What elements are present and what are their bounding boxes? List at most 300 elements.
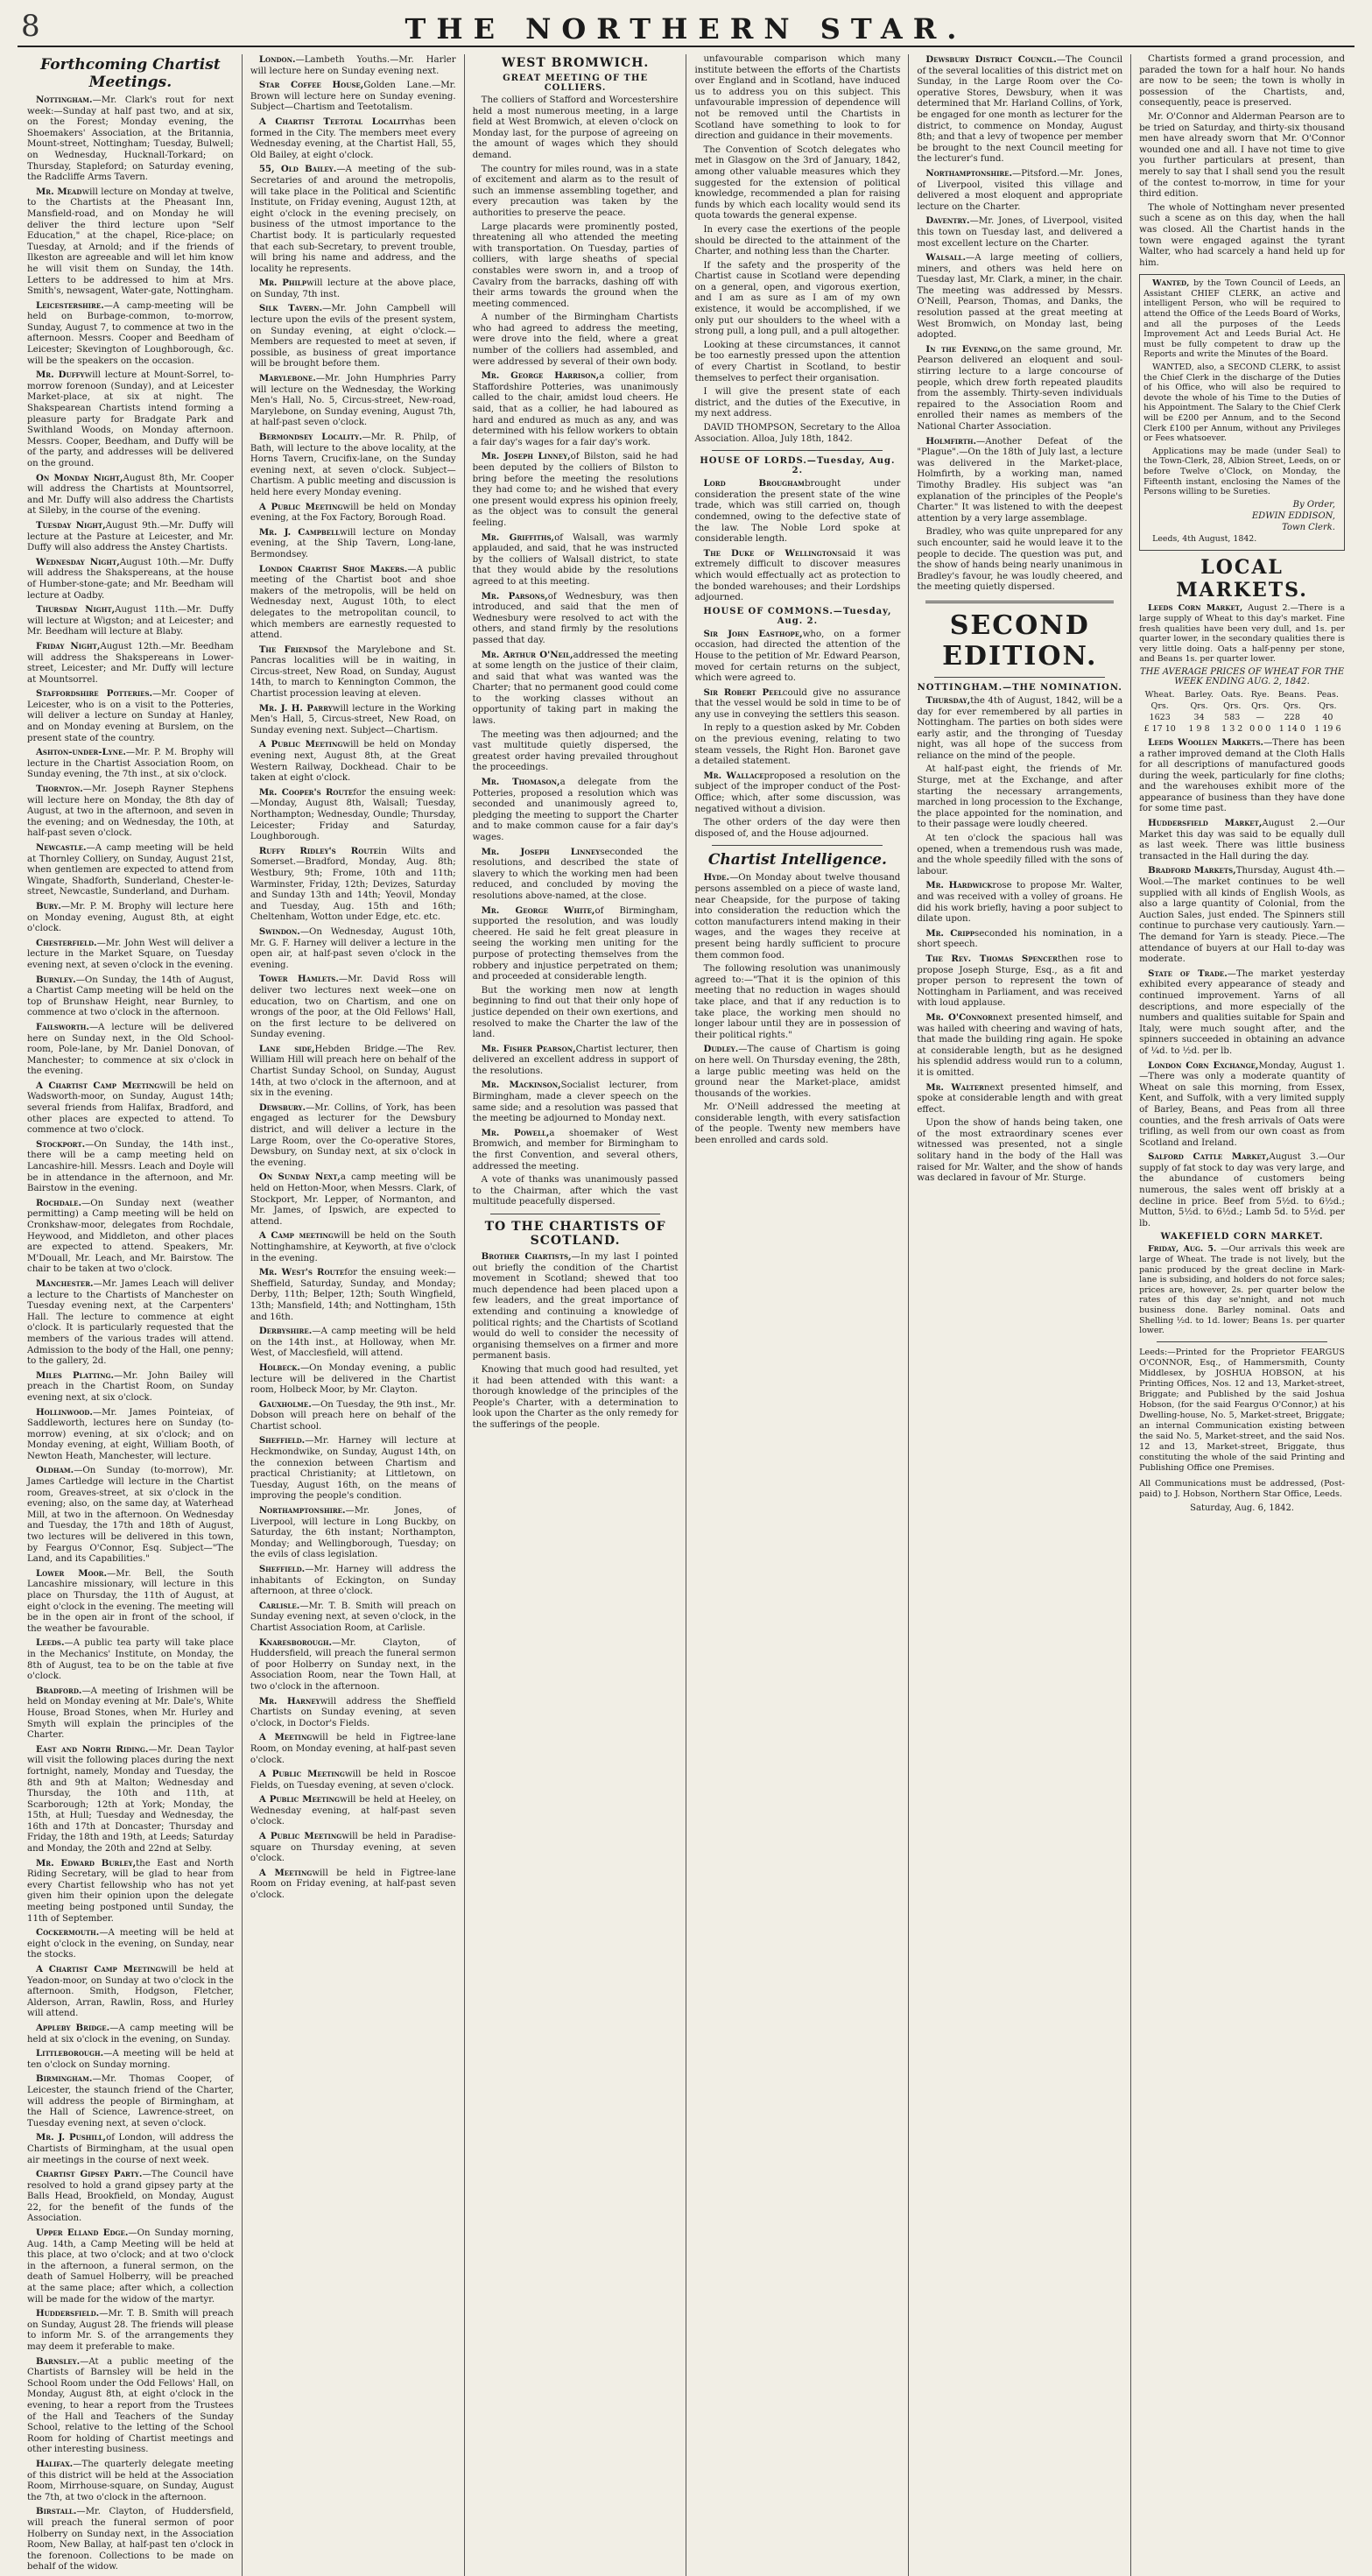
article-paragraph	[917, 954, 1122, 1010]
paragraph-lead: Failsworth.	[36, 1021, 89, 1032]
wakefield-lead: Friday, Aug. 5.	[1148, 1244, 1217, 1255]
paragraph-text: Mr. O'Neill addressed the meeting at considerable length, with every satisfaction of the people. Twenty new members have been enrolled and cards sold.	[694, 1102, 901, 1146]
paragraph-lead: Mr. Hardwick	[925, 880, 993, 891]
paragraph-text: —Mr. Thomas Cooper, of Leicester, the staunch friend of the Charter, will address the people of Birmingham, at the Hall of Science, Lawrence-street, on Tuesday evening next, at seven o'clock.	[27, 2074, 234, 2129]
paragraph-list	[473, 1251, 679, 1432]
article-paragraph	[694, 771, 900, 815]
paragraph-lead: Holmfirth.	[925, 435, 977, 447]
paragraph-list	[1139, 737, 1345, 1230]
paragraph-text: next presented himself, and was hailed with cheering and waving of hats, that made the building ring again. He spoke at considerable length, but as he designed his splendid address would run to a column, it is omitted.	[917, 1012, 1123, 1078]
paragraph-text: —Mr. P. M. Brophy will lecture here on Monday evening, August 8th, at eight o'clock.	[27, 901, 234, 934]
article-paragraph	[250, 1435, 456, 1503]
divider	[934, 677, 1105, 678]
article-paragraph	[917, 1082, 1122, 1116]
page-number: 8	[21, 9, 40, 44]
table-cell: 1 14 0	[1278, 723, 1305, 734]
article-paragraph	[27, 2132, 234, 2166]
paragraph-text: of London, will address the Chartists of Birmingham, at the usual open air meetings in the course of next week.	[27, 2133, 234, 2165]
article-paragraph	[694, 387, 900, 420]
article-paragraph	[473, 95, 679, 162]
paragraph-lead: A Public Meeting	[258, 501, 343, 512]
paragraph-text: then rose to propose Joseph Sturge, Esq., as a fit and proper person to represent the town of Nottingham in Parliament, and was received with loud applause.	[917, 954, 1123, 1009]
article-paragraph	[27, 95, 234, 184]
paragraph-text: —A camp meeting will be held at Thornley Colliery, on Sunday, August 21st, when gentlemen are expected to attend from Wingate, Shadforth, Sunderland, Chester-le-street, Newcastle, Sunderland, and Durham.	[27, 843, 234, 897]
paragraph-text: —Mr. R. Philp, of Bath, will lecture to the above locality, at the Horns Tavern, Crucifix-lane, on the Sunday evening next, at seven o'clock. Subject—Chartism. A public meeting and discussion is held here every Monday evening.	[250, 433, 456, 497]
paragraph-text: —Lambeth Youths.—Mr. Harler will lecture here on Sunday evening next.	[250, 55, 456, 76]
article-paragraph	[473, 730, 679, 774]
paragraph-lead: A Public Meeting	[258, 1831, 342, 1842]
article-paragraph	[250, 1102, 456, 1170]
article-paragraph	[917, 928, 1122, 951]
paragraph-lead: Mr. Harney	[258, 1695, 320, 1707]
article-paragraph	[27, 1686, 234, 1742]
paragraph-lead: Mr. Philp	[258, 278, 306, 289]
paragraph-text: —Mr. Harney will address the inhabitants of Eckington, on Sunday afternoon, at three o'clock.	[250, 1565, 456, 1597]
article-paragraph	[473, 313, 679, 368]
paragraph-lead: A Public Meeting	[258, 1769, 345, 1780]
article-paragraph	[694, 723, 900, 767]
article-paragraph	[250, 564, 456, 642]
section-heading-wakefield: WAKEFIELD CORN MARKET.	[1160, 1232, 1324, 1242]
paragraph-lead: State of Trade.	[1148, 968, 1228, 979]
paragraph-text: —Mr. John Campbell will lecture upon the evils of the present system, on Sunday evening, at eight o'clock.—Members are requested to meet at seven, if possible, as business of great importance will be brought before them.	[250, 304, 456, 370]
paragraph-list	[473, 95, 679, 1208]
article-paragraph	[694, 818, 900, 840]
paragraph-lead: A Meeting	[258, 1732, 313, 1743]
paragraph-text: —Mr. John Humphries Parry will lecture on the Wednesday, the Working Men's Hall, No. 5, Circus-street, New-road, Marylebone, on Sunday evening, August 7th, at half-past seven o'clock.	[250, 374, 456, 428]
paragraph-text: The country for miles round, was in a state of excitement and alarm as to the result of such an immense assembling together, and every precaution was taken by the authorities to preserve the peace.	[472, 164, 679, 218]
paragraph-text: will lecture on Monday evening, at the Ship Tavern, Long-lane, Bermondsey.	[250, 527, 456, 560]
paragraph-lead: Holbeck.	[258, 1362, 300, 1373]
table-cell: Wheat.	[1144, 689, 1175, 700]
article-paragraph	[27, 2073, 234, 2129]
paragraph-text: Upon the show of hands being taken, one of the most extraordinary scenes ever witnessed was presented, not a single solitary hand in the body of the Hall was raised for Mr. Walter, and the show of hands was declared in favour of Mr. Sturge.	[917, 1118, 1123, 1184]
article-paragraph	[250, 1326, 456, 1360]
table-cell: Qrs.	[1150, 700, 1169, 711]
markets-intro-lead: Leeds Corn Market,	[1148, 603, 1243, 614]
paragraph-text: of Walsall, was warmly applauded, and said, that he was instructed by the colliers of Walsall district, to state that they would abide by the resolutions agreed to at this meeting.	[472, 532, 679, 587]
table-cell: £ 17 10	[1143, 723, 1176, 734]
paragraph-text: will be held on Monday evening, at the Fox Factory, Borough Road.	[250, 502, 456, 524]
paragraph-lead: Rochdale.	[36, 1197, 82, 1208]
paragraph-text: —The cause of Chartism is going on here well. On Thursday evening, the 28th, a large public meeting was held on the ground near the Market-place, amidst thousands of the workies.	[694, 1045, 901, 1099]
paragraph-text: The meeting was then adjourned; and the vast multitude quietly dispersed, the greatest order having prevailed throughout the proceedings.	[472, 729, 679, 773]
article-paragraph	[1139, 1151, 1345, 1229]
article-paragraph	[27, 641, 234, 686]
paragraph-text: seconded his nomination, in a short speech.	[917, 928, 1123, 950]
article-paragraph	[473, 591, 679, 647]
article-paragraph	[250, 278, 456, 300]
article-paragraph	[917, 215, 1122, 250]
article-paragraph	[27, 2356, 234, 2456]
article-paragraph	[27, 1568, 234, 1636]
paragraph-lead: Stockport.	[36, 1138, 86, 1150]
paragraph-lead: Bermondsey Locality.	[258, 432, 362, 442]
paragraph-text: —Mr. Clayton, of Huddersfield, will preach the funeral sermon of poor Holberry on Sunday next, in the Association Room, near the Town Hall, at two o'clock in the afternoon.	[250, 1637, 456, 1692]
paragraph-text: Thursday, August 4th.—Wool.—The market continues to be well supplied with all kinds of English Wools, as also a large quantity of Colonial, from the Auction Sales, just ended. The Spinners still continue to purchase very cautiously. Yarn.—The demand for Yarn is steady. Piece.—The attendance of buyers at our Hall to-day was moderate.	[1139, 866, 1345, 965]
article-paragraph	[250, 1230, 456, 1264]
grain-caption: THE AVERAGE PRICES OF WHEAT FOR THE WEEK ENDING AUG. 2, 1842.	[1139, 666, 1345, 686]
paragraph-text: a collier, from Staffordshire Potteries, was unanimously called to the chair, amidst loud cheers. He said, that as a collier, he had laboured as hard and endured as much as any, and was determined with his fellow workers to obtain a fair day's wages for a fair day's work.	[472, 371, 679, 447]
article-paragraph	[473, 370, 679, 448]
article-paragraph	[473, 1251, 679, 1362]
article-paragraph	[473, 1175, 679, 1208]
paragraph-text: brought under consideration the present state of the wine trade, which was still carried on, though condemned, owing to the defective state of the law. The Noble Lord spoke at considerable length.	[694, 479, 901, 545]
paragraph-text: Monday, August 1.—There was only a moderate quantity of Wheat on sale this morning, from Essex, Kent, and Suffolk, with a very limited supply of Barley, Beans, and Peas from all three counties, and the fresh arrivals of Oats were trifling, as well from our own coast as from Scotland and Ireland.	[1139, 1060, 1345, 1148]
paragraph-lead: Mr. Arthur O'Neil,	[481, 649, 573, 660]
paragraph-text: —A public tea party will take place in the Mechanics' Institute, on Monday, the 8th of August, tea to be on the table at five o'clock.	[27, 1638, 234, 1682]
article-paragraph	[1139, 112, 1345, 201]
paragraph-text: —A meeting of Irishmen will be held on Monday evening at Mr. Dale's, White House, Broad Stones, when Mr. Hurley and Smyth will explain the principles of the Charter.	[27, 1686, 234, 1741]
paragraph-lead: Friday Night,	[36, 640, 101, 651]
paragraph-text: will address the Sheffield Chartists on Sunday evening, at seven o'clock, in Doctor's Fields.	[250, 1696, 456, 1728]
article-paragraph	[917, 252, 1122, 341]
article-paragraph	[250, 1267, 456, 1323]
article-paragraph	[694, 54, 900, 143]
paragraph-lead: Lower Moor.	[36, 1567, 108, 1579]
paragraph-lead: Mr. Mead	[36, 186, 82, 197]
paragraph-text: August 10th.—Mr. Duffy will address the Shakspereans, at the house of Humber-stone-gate; and Mr. Beedham will lecture at Oadby.	[27, 557, 234, 601]
article-paragraph	[473, 532, 679, 588]
paragraph-text: —Mr. John Bailey will preach in the Chartist Room, on Sunday evening next, at six o'clock.	[27, 1370, 234, 1403]
article-paragraph	[250, 846, 456, 924]
table-cell: —	[1256, 712, 1264, 722]
paragraph-text: The colliers of Stafford and Worcestershire held a most numerous meeting, in a large field at West Bromwich, at eleven o'clock on Monday last, for the purpose of agreeing on the amount of wages which they should demand.	[472, 95, 679, 160]
article-paragraph	[250, 1732, 456, 1766]
paragraph-text: August 11th.—Mr. Duffy will lecture at Wigston; and at Leicester; and Mr. Beedham will lecture at Blaby.	[27, 605, 234, 637]
paragraph-list	[27, 95, 234, 2573]
paragraph-text: Looking at these circumstances, it cannot be too earnestly pressed upon the attention of every Chartist in Scotland, to bestir themselves to perfect their organisation.	[694, 340, 901, 384]
paragraph-text: A vote of thanks was unanimously passed to the Chairman, after which the vast multitude peacefully dispersed.	[472, 1175, 679, 1207]
article-paragraph	[250, 373, 456, 429]
article-paragraph	[27, 2048, 234, 2071]
article-paragraph	[250, 1601, 456, 1635]
paragraph-text: —Mr. Dean Taylor will visit the following places during the next fortnight, namely, Monday and Tuesday, the 8th and 9th at Malton; Wednesday and Thursday, the 10th and 11th, at Scarborough; 12th at York; Monday, the 15th, at Hull; Tuesday and Wednesday, the 16th and 17th at Doncaster; Thursday and Friday, the 18th and 19th, at Leeds; Saturday and Monday, the 20th and 22nd at Selby.	[27, 1744, 234, 1855]
table-cell: Qrs.	[1190, 700, 1208, 711]
article-paragraph	[27, 300, 234, 368]
paragraph-lead: Mr. J. Campbell	[258, 526, 340, 538]
paragraph-text: —On Sunday (to-morrow), Mr. James Cartledge will lecture in the Chartist room, Greaves-street, at six o'clock in the evening; also, on the same day, at Waterhead Mill, at two in the afternoon. On Wednesday and Tuesday, the 17th and 18th of August, two lectures will be delivered in this town, by Feargus O'Connor, Esq. Subject—"The Land, and its Capabilities."	[27, 1466, 234, 1565]
table-cell: Qrs.	[1319, 700, 1337, 711]
paragraph-text: But the working men now at length beginning to find out that their only hope of justice depended on their own exertions, and resolved to make the Charter the law of the land.	[472, 985, 679, 1040]
article-paragraph	[694, 964, 900, 1041]
paragraph-text: A number of the Birmingham Chartists who had agreed to address the meeting, were drove into the field, where a great number of the colliers had assembled, and were addressed by several of their own body.	[472, 313, 679, 367]
article-paragraph	[250, 502, 456, 524]
article-paragraph	[250, 1505, 456, 1561]
paragraph-text: rose to propose Mr. Walter, and was received with a volley of groans. He did his work briefly, having a poor subject to dilate upon.	[917, 881, 1123, 925]
article-paragraph	[917, 834, 1122, 877]
column-5	[908, 54, 1130, 2576]
paragraph-lead: Swindon.	[258, 926, 300, 937]
paragraph-list	[694, 478, 900, 604]
article-paragraph	[27, 938, 234, 972]
article-paragraph	[473, 1128, 679, 1172]
article-paragraph	[250, 80, 456, 114]
paragraph-text: The following resolution was unanimously agreed to:—"That it is the opinion of this meeting that no reduction in wages should take place, and that if any reduction is to take place, the working men should no longer labour until they are in possession of their political rights."	[694, 964, 901, 1040]
paragraph-text: —A camp meeting will be held on the 14th inst., at Holloway, when Mr. West, of Macclesfield, will attend.	[250, 1327, 456, 1359]
paragraph-text: —Mr. Cooper of Leicester, who is on a visit to the Potteries, will deliver a lecture on Sunday at Hanley, and on Monday evening at Burslem, on the present state of the country.	[27, 689, 234, 743]
paragraph-lead: Ashton-under-Lyne.	[36, 747, 126, 758]
paragraph-lead: Northamptonshire.	[925, 167, 1013, 179]
paragraph-text: —Mr. T. B. Smith will preach on Sunday evening next, at seven o'clock, in the Chartist Association Room, at Carlisle.	[250, 1601, 456, 1633]
paragraph-text: will lecture at Mount-Sorrel, to-morrow forenoon (Sunday), and at Leicester Market-place, at six at night. The Shakspearean Chartists intend forming a pleasure party for Bradgate Park and Swithland Woods, on Monday afternoon. Messrs. Cooper, Beedham, and Duffy will be of the party, and addresses will be delivered on the ground.	[27, 370, 234, 468]
article-paragraph	[27, 1278, 234, 1368]
paragraph-text: will lecture in the Working Men's Hall, 5, Circus-street, New Road, on Sunday evening next. Subject—Chartism.	[250, 703, 456, 735]
paragraph-text: of the Marylebone and St. Pancras localities will be in waiting, in Circus-street, New Road, on Sunday, August 14th, to march to Kennington Common, the Chartist procession leaving at eleven.	[250, 644, 456, 700]
masthead	[18, 7, 1354, 47]
paragraph-lead: Leicestershire.	[36, 299, 104, 311]
paragraph-lead: Barnsley.	[36, 2355, 81, 2367]
article-paragraph	[473, 986, 679, 1041]
article-paragraph	[473, 1365, 679, 1432]
paragraph-list	[250, 54, 456, 1902]
table-cell: Rye.	[1250, 689, 1270, 700]
paragraph-text: will be held in Figtree-lane Room, on Monday evening, at half-past seven o'clock.	[250, 1733, 456, 1765]
paragraph-list	[917, 54, 1122, 594]
paragraph-text: Socialist lecturer, from Birmingham, made a clever speech on the same side; and a resolution was passed that the meeting be adjourned to Monday next.	[472, 1080, 679, 1124]
article-paragraph	[27, 557, 234, 602]
article-paragraph	[917, 527, 1122, 594]
section-heading-west-bromwich: WEST BROMWICH.	[501, 56, 650, 70]
article-paragraph	[27, 1198, 234, 1276]
article-paragraph	[250, 1637, 456, 1693]
column-2	[242, 54, 464, 2576]
article-paragraph	[27, 1744, 234, 1855]
article-paragraph	[27, 1465, 234, 1565]
paragraph-lead: 55, Old Bailey.	[258, 164, 337, 175]
paragraph-text: Large placards were prominently posted, threatening all who attended the meeting with transportation. On Tuesday, parties of colliers, with large sheaths of special constables were sworn in, and a troop of Cavalry from the barracks, dashing off with their arms towards the ground when the meeting commenced.	[472, 222, 679, 309]
paragraph-lead: Mr. J. Pushill,	[36, 2132, 107, 2143]
paragraph-text: —Another Defeat of the "Plague".—On the 18th of July last, a lecture was delivered in the Market-place, Holmfirth, by a working man, named Timothy Bradley. His subject was "an explanation of the principles of the People's Charter." It was listened to with the deepest attention by a very large assemblage.	[917, 436, 1123, 524]
paragraph-lead: In the Evening,	[925, 343, 1001, 355]
article-paragraph	[250, 1564, 456, 1598]
paragraph-text: for the ensuing week:—Sheffield, Saturday, Sunday, and Monday; Derby, 11th; Belper, 12th; South Wingfield, 13th; Mansfield, 14th; and Nottingham, 15th and 16th.	[250, 1268, 456, 1322]
paragraph-text: —On Sunday next (weather permitting) a Camp meeting will be held on Cronkshaw-moor, delegates from Rochdale, Heywood, and Middleton, and other places are expected to attend. Speakers, Mr. M'Douall, Mr. Leach, and Mr. Bairstow. The chair to be taken at two o'clock.	[27, 1198, 234, 1275]
paragraph-lead: Newcastle.	[36, 842, 87, 853]
table-cell: Beans.	[1277, 689, 1306, 700]
article-paragraph	[1139, 1060, 1345, 1150]
paragraph-lead: Northamptonshire.	[258, 1505, 346, 1517]
paragraph-lead: A Camp meeting	[258, 1230, 334, 1242]
paragraph-text: will be held in Figtree-lane Room on Friday evening, at half-past seven o'clock.	[250, 1868, 456, 1901]
paragraph-text: will be held on Monday evening next, August 8th, at the Great Western Railway, Dockhead. Chair to be taken at eight o'clock.	[250, 740, 456, 784]
article-paragraph	[250, 739, 456, 784]
paragraph-text: a shoemaker of West Bromwich, and member for Birmingham to the first Convention, and several others, addressed the meeting.	[472, 1128, 679, 1172]
paragraph-text: I will give the present state of each district, and the duties of the Executive, in my next address.	[694, 387, 901, 419]
paragraph-text: In every case the exertions of the people should be directed to the attainment of the Charter, and nothing less than the Charter.	[694, 224, 901, 257]
paragraph-lead: The Friends	[258, 644, 319, 655]
table-cell: Barley.	[1185, 689, 1214, 700]
paragraph-text: —On Monday evening, a public lecture will be delivered in the Chartist room, Holbeck Moor, by Mr. Clayton.	[250, 1362, 456, 1396]
paragraph-lead: Sir John Easthope,	[703, 628, 803, 639]
paragraph-lead: Mr. Duffy	[36, 370, 85, 381]
article-paragraph	[250, 54, 456, 77]
paragraph-lead: Leeds Woollen Markets.	[1148, 736, 1264, 748]
paragraph-text: —Mr. James Pointeiax, of Saddleworth, lectures here on Sunday (to-morrow) evening, at six o'clock; and on Monday evening, at eight, William Booth, of Newton Heath, Manchester, will lecture.	[27, 1407, 234, 1461]
article-paragraph	[27, 370, 234, 469]
article-paragraph	[250, 926, 456, 971]
paragraph-lead: Oldham.	[36, 1465, 74, 1476]
markets-intro	[1139, 603, 1345, 665]
paragraph-text: of Wednesbury, was then introduced, and said that the men of Wednesbury were resolved to act with the others, and stand firmly by the resolutions passed that day.	[472, 591, 679, 645]
paragraph-lead: Marylebone.	[258, 373, 316, 384]
paragraph-lead: Tuesday Night,	[36, 519, 106, 531]
article-paragraph	[27, 747, 234, 781]
paragraph-lead: Manchester.	[36, 1277, 94, 1289]
article-paragraph	[694, 478, 900, 545]
article-paragraph	[917, 695, 1122, 763]
paragraph-lead: Mr. George White,	[481, 904, 595, 916]
divider	[925, 601, 1114, 603]
paragraph-lead: Bury.	[36, 900, 61, 911]
paragraph-lead: Sir Robert Peel	[703, 686, 783, 698]
table-cell: 583	[1224, 712, 1241, 722]
divider	[712, 845, 883, 846]
article-paragraph	[473, 905, 679, 983]
article-paragraph	[27, 1080, 234, 1137]
paragraph-text: will be held on the South Nottinghamshire, at Keyworth, at five o'clock in the evening.	[250, 1231, 456, 1263]
paragraph-lead: Huddersfield.	[36, 2308, 100, 2319]
paragraph-lead: Staffordshire Potteries.	[36, 688, 153, 700]
article-paragraph	[694, 629, 900, 685]
divider	[712, 450, 883, 451]
paragraph-text: will lecture at the above place, on Sunday, 7th inst.	[250, 278, 456, 299]
paragraph-lead: A Meeting	[258, 1867, 313, 1878]
table-cell: 1 19 6	[1314, 723, 1341, 734]
table-cell: Oats.	[1221, 689, 1243, 700]
article-paragraph	[694, 1102, 900, 1146]
paragraph-lead: Mr. Mackinson,	[481, 1080, 561, 1091]
paragraph-text: —On Sunday morning, Aug. 14th, a Camp Meeting will be held at this place, at two o'clock; and at two o'clock in the afternoon, a funeral sermon, on the death of Samuel Holberry, will be preached at the same place; after which, a collection will be made for the widow of the martyr.	[27, 2228, 234, 2305]
paragraph-text: —Mr. Jones, of Liverpool, will lecture in Long Buckby, on Saturday, the 6th instant; Northampton, Monday; and Wellingborough, Tuesday; on the evils of class legislation.	[250, 1506, 456, 1560]
paragraph-text: —Mr. Harney will lecture at Heckmondwike, on Sunday, August 14th, on the connexion between Chartism and practical Christianity; at Littletown, on Tuesday, August 16th, on the means of improving the people's condition.	[250, 1436, 456, 1502]
article-paragraph	[694, 341, 900, 384]
paragraph-text: —On Sunday, the 14th of August, a Chartist Camp meeting will be held on the top of Brunshaw Height, near Burnley, to commence at two o'clock in the afternoon.	[27, 975, 234, 1018]
paragraph-text: —Mr. Clayton, of Huddersfield, will preach the funeral sermon of poor Holberry on Sunday next, in the Association Room, New Ballay, at half-past ten o'clock in the forenoon. Collections to be made on behalf of the widow.	[27, 2507, 234, 2572]
paragraph-text: on the same ground, Mr. Pearson delivered an eloquent and soul-stirring lecture to a large concourse of people, which drew forth repeated plaudits from the assembly. Thirty-seven individuals repaired to the Association Room and enrolled their names as members of the National Charter Association.	[917, 344, 1123, 432]
advert-role: Town Clerk.	[1282, 522, 1335, 532]
paragraph-text: —The market yesterday exhibited every appearance of steady and continued improvement. Yarns of all descriptions, and more especially of the numbers and qualities suitable for Spain and Italy, were much sought after, and the spinners succeeded in obtaining an advance of ¼d. to ½d. per lb.	[1139, 968, 1345, 1056]
article-paragraph	[27, 2308, 234, 2353]
paragraph-text: Golden Lane.—Mr. Brown will lecture here on Sunday evening. Subject—Chartism and Teetotalism.	[250, 81, 456, 113]
article-paragraph	[250, 1794, 456, 1828]
paragraph-lead: East and North Riding.	[36, 1743, 149, 1755]
article-paragraph	[250, 527, 456, 561]
newspaper-title: THE NORTHERN STAR.	[405, 12, 967, 46]
paragraph-lead: Halifax.	[36, 2458, 74, 2469]
paragraph-text: DAVID THOMPSON, Secretary to the Alloa Association. Alloa, July 18th, 1842.	[694, 423, 901, 444]
paragraph-text: —In my last I pointed out briefly the condition of the Chartist movement in Scotland; shewed that too much dependence had been placed upon a few leaders, and the great importance of extending and continuing a knowledge of political rights; and the Chartists of Scotland would do well to consider the necessity of organising themselves on a firmer and more permanent basis.	[472, 1252, 679, 1362]
section-heading-nottingham: NOTTINGHAM.—THE NOMINATION.	[917, 682, 1122, 693]
paragraph-text: said it was extremely difficult to discover measures which would effectually act as protection to the bonded warehouses; and their Lordships adjourned.	[694, 548, 901, 603]
article-paragraph	[27, 1022, 234, 1078]
paragraph-text: will be held in Paradise-square on Thursday evening, at seven o'clock.	[250, 1832, 456, 1864]
paragraph-text: —Mr. John West will deliver a lecture in the Market Square, on Tuesday evening next, at seven o'clock in the evening.	[27, 938, 234, 970]
paragraph-text: —Mr. Collins, of York, has been engaged as lecturer for the Dewsbury district, and will deliver a lecture in the Large Room, over the Co-operative Stores, Dewsbury, on Sunday next, at six o'clock in the evening.	[250, 1102, 456, 1168]
table-row	[1139, 712, 1345, 723]
paragraph-text: August 2.—Our Market this day was said to be equally dull as last week. There was little business transacted in the Hall during the day.	[1139, 819, 1345, 862]
paragraph-lead: Walsall.	[925, 252, 966, 264]
article-paragraph	[250, 1172, 456, 1228]
paragraph-text: will be held in Roscoe Fields, on Tuesday evening, at seven o'clock.	[250, 1770, 456, 1791]
paragraph-text: of Birmingham, supported the resolution, and was loudly cheered. He said he felt great pleasure in seeing the working men uniting for the purpose of protecting themselves from the robbery and injustice perpetrated on them; and proceeded at considerable length.	[472, 905, 679, 982]
table-cell: Qrs.	[1283, 700, 1301, 711]
article-paragraph	[694, 548, 900, 604]
paragraph-lead: Cockermouth.	[36, 1927, 100, 1939]
paragraph-lead: Wednesday Night,	[36, 556, 120, 567]
paragraph-lead: Upper Elland Edge.	[36, 2228, 129, 2239]
paragraph-text: of Bilston, said he had been deputed by the colliers of Bilston to bring before the meeting the resolutions they had come to; and he wished that every one present would express his opinion freely, as the object was to consult the general feeling.	[472, 452, 679, 528]
article-paragraph	[917, 344, 1122, 433]
wakefield-body: —Our arrivals this week are large of Wheat. The trade is not lively, but the panic produced by the great decline in Mark-lane is subsiding, and holders do not force sales; prices are, however, 2s. per quarter below the rates of this day se'nnight, and not much business done. Barley nominal. Oats and Shelling ½d. to 1d. lower; Beans 1s. per quarter lower.	[1139, 1244, 1345, 1336]
paragraph-text: —Mr. Bell, the South Lancashire missionary, will lecture in this place on Thursday, the 11th of August, at eight o'clock in the evening. The meeting will be in the open air in front of the school, if the weather be favourable.	[27, 1568, 234, 1634]
paragraph-text: The Convention of Scotch delegates who met in Glasgow on the 3rd of January, 1842, among other valuable measures which they suggested for the extension of political knowledge, recommended a plan for raising funds by which each locality would send its quota towards the general expense.	[694, 144, 901, 222]
paragraph-lead: London.	[258, 54, 296, 65]
paragraph-text: Bradley, who was quite unprepared for any such encounter, said he would leave it to the people to decide. The question was put, and the show of hands being nearly unanimous in Bradley's favour, he was loudly cheered, and the meeting quietly dispersed.	[917, 527, 1123, 593]
article-paragraph	[250, 1868, 456, 1902]
paragraph-lead: Leeds.	[36, 1637, 65, 1649]
paragraph-list	[694, 629, 900, 841]
article-paragraph	[917, 1118, 1122, 1185]
divider	[1157, 1341, 1327, 1342]
article-paragraph	[27, 901, 234, 935]
paragraph-lead: Mr. Joseph Linney	[481, 846, 601, 857]
paragraph-text: August 9th.—Mr. Duffy will lecture at the Pasture at Leicester, and Mr. Duffy will also address the Anstey Chartists.	[27, 520, 234, 553]
paragraph-text: —Mr. T. B. Smith will preach on Sunday, August 28. The friends will please to inform Mr. S. of the arrangements they may deem it preferable to make.	[27, 2309, 234, 2352]
table-cell: 34	[1193, 712, 1205, 722]
advert-by-order: By Order,	[1292, 499, 1335, 510]
paragraph-lead: Daventry.	[925, 215, 970, 227]
paragraph-lead: Mr. West's Route	[258, 1267, 345, 1278]
column-6	[1130, 54, 1353, 2576]
table-row	[1139, 723, 1345, 735]
column-3	[464, 54, 686, 2576]
paragraph-list	[694, 54, 900, 445]
article-paragraph	[694, 1044, 900, 1100]
table-cell: 1 3 2	[1221, 723, 1243, 734]
paragraph-lead: Birmingham.	[36, 2073, 93, 2085]
paragraph-text: has been formed in the City. The members meet every Wednesday evening, at the Chartist Hall, 55, Old Bailey, at eight o'clock.	[250, 116, 456, 160]
column-4	[686, 54, 908, 2576]
paragraph-lead: Dudley.	[703, 1044, 739, 1055]
paragraph-text: If the safety and the prosperity of the Chartist cause in Scotland were depending on a general, open, and vigorous exertion, and I am as sure as I am of my own existence, it would be accomplished, if we only put our shoulders to the wheel with a strong pull, a long pull, and a pull altogether.	[694, 260, 901, 337]
paragraph-lead: London Chartist Shoe Makers.	[258, 563, 408, 574]
paragraph-lead: Bradford Markets,	[1148, 865, 1236, 876]
paragraph-lead: Chesterfield.	[36, 937, 97, 948]
paragraph-text: —Mr. James Leach will deliver a lecture to the Chartists of Manchester on Tuesday evening next, at the Carpenters' Hall. The lecture to commence at eight o'clock. It is particularly requested that the members of the various trades will attend. Admission to the body of the Hall, one penny; to the gallery, 2d.	[27, 1278, 234, 1367]
paragraph-lead: Knaresborough.	[258, 1636, 333, 1648]
paragraph-text: the East and North Riding Secretary, will be glad to hear from every Chartist fellowship who has not yet given him their opinion upon the delegate meeting being postponed until Sunday, the 11th of September.	[27, 1858, 234, 1924]
article-paragraph	[1139, 865, 1345, 965]
section-heading-markets: LOCAL MARKETS.	[1176, 556, 1308, 602]
paragraph-text: unfavourable comparison which many institute between the efforts of the Chartists over England and in Scotland, have induced us to address you on this subject. This unfavourable impression of dependence will not be removed until the Chartists in Scotland have something to look to for direction and guidance in their movements.	[694, 54, 901, 142]
paragraph-text: —A large meeting of colliers, miners, and others was held here on Tuesday last, Mr. Clark, a miner, in the chair. The meeting was addressed by Messrs. O'Neill, Pearson, Thomas, and Danks, the resolution passed at the great meeting at West Bromwich, on Monday last, being adopted.	[917, 253, 1123, 341]
paragraph-text: next presented himself, and spoke at considerable length and with great effect.	[917, 1082, 1123, 1115]
paragraph-lead: Miles Platting.	[36, 1369, 115, 1381]
advert-lead: Wanted,	[1152, 278, 1190, 289]
paragraph-lead: Chartist Gipsey Party.	[36, 2169, 143, 2180]
article-paragraph	[1139, 968, 1345, 1058]
article-paragraph	[473, 847, 679, 903]
paragraph-lead: A Public Meeting	[258, 1794, 341, 1805]
paragraph-text: the 4th of August, 1842, will be a day for ever remembered by all parties in Nottingham. The parties on both sides were early astir, and the thronging of Tuesday night, was all hope of the success from reliance on the mind of the people.	[917, 695, 1123, 761]
article-paragraph	[27, 187, 234, 298]
article-paragraph	[1139, 54, 1345, 109]
table-row	[1139, 700, 1345, 712]
article-paragraph	[27, 975, 234, 1019]
article-paragraph	[694, 261, 900, 338]
article-paragraph	[694, 225, 900, 258]
